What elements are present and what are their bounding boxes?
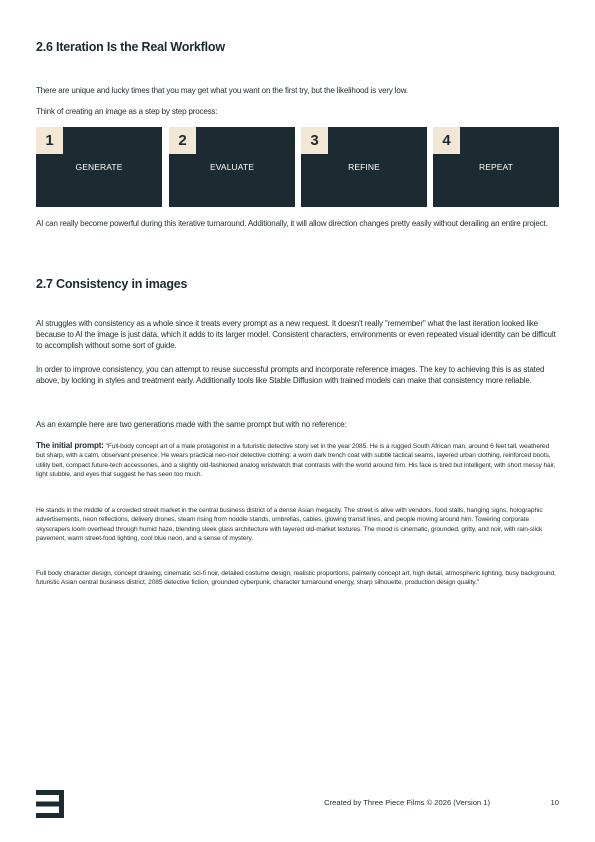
step-number: 2: [169, 127, 196, 154]
step-label: EVALUATE: [210, 162, 254, 172]
paragraph-step-process: Think of creating an image as a step by step process:: [36, 107, 218, 116]
step-label: REFINE: [348, 162, 380, 172]
prompt-text-character: "Full-body concept art of a male protagonist in a futuristic detective story set in the year 2085. He is a rugged South African man, around 6 feet tall, weathered but sharp, with a calm, observant presence. He wears practical neo-noir detective clothing: a worn dark trench coat with subtle tactical seams, layered urban clothing, reinforced boots, utility belt, compact future-tech accessories, and a slightly old-fashioned analog wristwatch that contrasts with the world around him. His face is tired but intelligent, with short messy hair, light stubble, and eyes that suggest he has seen too much.: [36, 443, 556, 478]
step-refine: [301, 127, 427, 207]
paragraph-improve-consistency: In order to improve consistency, you can attempt to reuse successful prompts and incorporate reference images. The key to achieving this is as stated above, by locking in styles and treatment early. Additionally tools like Stable Diffusion with trained models can make that consistency more reliable.: [36, 365, 545, 385]
workflow-steps: [36, 127, 559, 207]
paragraph-example-intro: As an example here are two generations made with the same prompt but with no reference:: [36, 420, 347, 429]
prompt-paragraph-setting: He stands in the middle of a crowded street market in the central business district of a dense Asian megacity. The street is alive with vendors, food stalls, hanging signs, holographic advertisements, neon reflections, delivery drones, steam rising from noodle stands, umbrellas, cables, glowing transit lines, and people moving around him. Towering corporate skyscrapers loom overhead through humid haze, blending sleek glass architecture with layered old-market textures. The mood is cinematic, grounded, gritty, and noir, with rain-slick pavement, warm street-food lighting, cool blue neon, and a sense of mystery.: [36, 507, 543, 542]
footer-credit: Created by Three Piece Films © 2026 (Version 1): [324, 798, 490, 807]
prompt-paragraph-style: Full body character design, concept drawing, cinematic sci-fi noir, detailed costume design, realistic proportions, painterly concept art, high detail, atmospheric lighting, busy background, futuristic Asian central business district, 2085 detective fiction, grounded cyberpunk, character turnaround energy, sharp silhouette, production design quality.": [36, 570, 556, 587]
step-number: 3: [301, 127, 328, 154]
step-number: 4: [433, 127, 460, 154]
paragraph-iterative-turnaround: AI can really become powerful during this iterative turnaround. Additionally, it will allow direction changes pretty easily without derailing an entire project.: [36, 219, 548, 228]
step-repeat: [433, 127, 559, 207]
paragraph-lucky-times: There are unique and lucky times that you may get what you want on the first try, but the likelihood is very low.: [36, 86, 408, 95]
prompt-label: The initial prompt:: [36, 441, 104, 450]
page-number: 10: [550, 798, 559, 807]
section-heading-iteration: 2.6 Iteration Is the Real Workflow: [36, 40, 225, 54]
section-heading-consistency: 2.7 Consistency in images: [36, 277, 188, 291]
step-evaluate: [169, 127, 295, 207]
step-label: REPEAT: [479, 162, 513, 172]
paragraph-ai-consistency: AI struggles with consistency as a whole since it treats every prompt as a new request. It doesn't really "remember" what the last iteration looked like because to AI the image is just data, which it adds to its larger model. Consistent characters, environments or even repeated visual identity can be difficult to accomplish without some sort of guide.: [36, 319, 556, 350]
step-number: 1: [36, 127, 63, 154]
three-piece-films-logo-icon: [36, 790, 64, 818]
prompt-paragraph-character: [36, 441, 559, 479]
step-label: GENERATE: [75, 162, 123, 172]
step-generate: [36, 127, 162, 207]
